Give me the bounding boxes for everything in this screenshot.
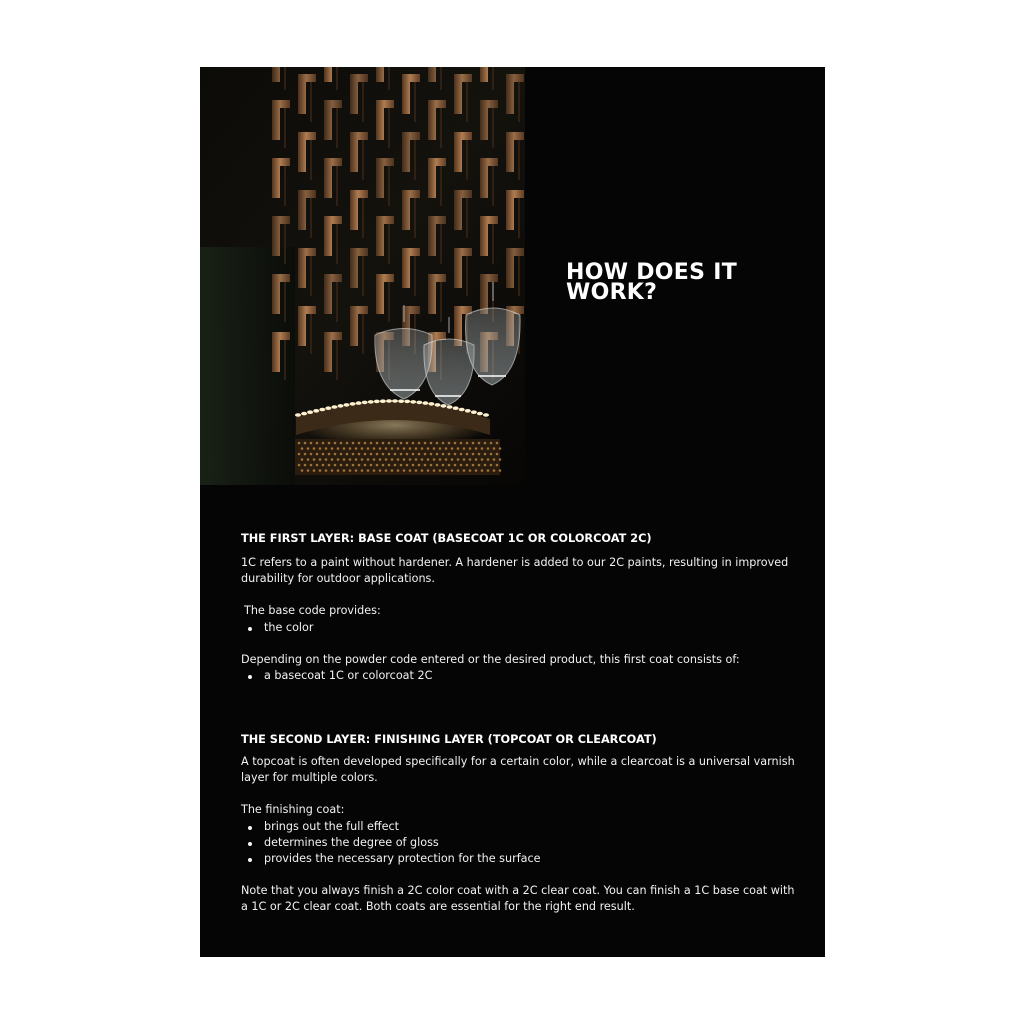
- bullet-icon: [248, 627, 252, 631]
- finishing-list: [241, 819, 801, 868]
- list-item-text: the color: [264, 620, 314, 634]
- list-item-text: brings out the full effect: [264, 819, 399, 833]
- list-item-text: a basecoat 1C or colorcoat 2C: [264, 669, 433, 683]
- section-finishing-layer: [241, 733, 801, 916]
- provides-list: [241, 620, 801, 636]
- depending-text: Depending on the powder code entered or the desired product, this first coat consists of:: [241, 652, 740, 666]
- consists-list: [241, 668, 801, 684]
- section-title: THE SECOND LAYER: FINISHING LAYER (TOPCOAT OR CLEARCOAT): [241, 733, 657, 746]
- list-item: [241, 620, 801, 636]
- bullet-icon: [248, 675, 252, 679]
- list-item: [241, 668, 801, 684]
- pendant-rack-photo: [200, 67, 525, 485]
- finishing-label: The finishing coat:: [241, 803, 345, 817]
- brochure-page: [200, 67, 825, 957]
- section-intro: 1C refers to a paint without hardener. A hardener is added to our 2C paints, resulting in improved durability for outdoor applications.: [241, 556, 789, 586]
- page-heading: HOW DOES IT WORK?: [566, 260, 738, 305]
- note-text: Note that you always finish a 2C color coat with a 2C clear coat. You can finish a 1C base coat with a 1C or 2C clear coat. Both coats are essential for the right end result.: [241, 884, 795, 914]
- section-intro: A topcoat is often developed specifically for a certain color, while a clearcoat is a universal varnish layer for multiple colors.: [241, 755, 795, 785]
- bullet-icon: [248, 842, 252, 846]
- list-item: [241, 851, 801, 867]
- provides-label: The base code provides:: [244, 604, 381, 618]
- list-item: [241, 819, 801, 835]
- section-base-coat: [241, 532, 801, 684]
- list-item: [241, 835, 801, 851]
- section-title: THE FIRST LAYER: BASE COAT (BASECOAT 1C OR COLORCOAT 2C): [241, 532, 652, 545]
- bullet-icon: [248, 826, 252, 830]
- list-item-text: provides the necessary protection for the surface: [264, 852, 541, 866]
- bullet-icon: [248, 858, 252, 862]
- list-item-text: determines the degree of gloss: [264, 835, 439, 849]
